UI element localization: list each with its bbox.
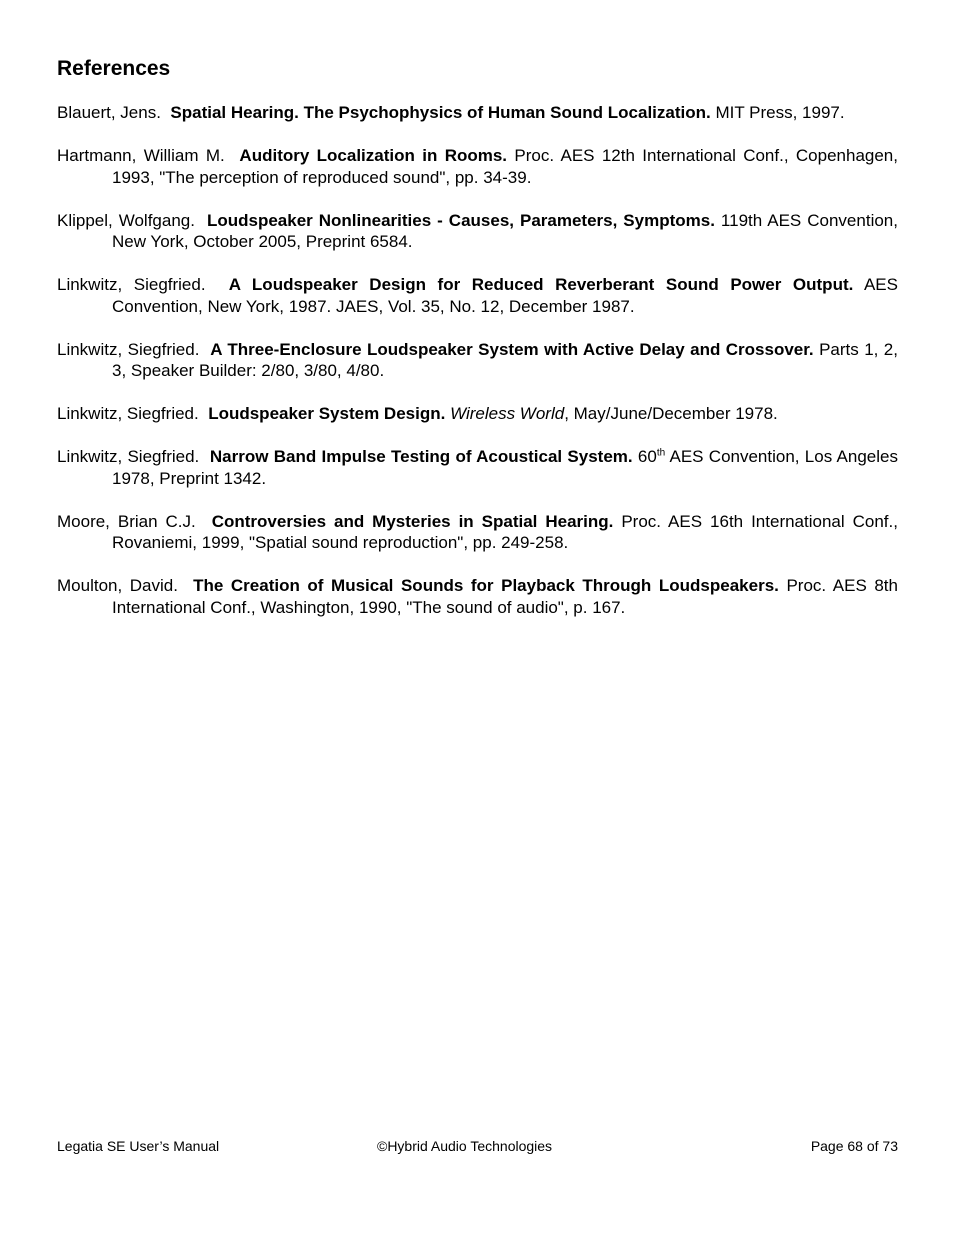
reference-list: [57, 102, 898, 640]
reference-details: AES Convention, New York, 1987. JAES, Vol. 35, No. 12, December 1987.: [112, 275, 898, 316]
reference-author: Blauert, Jens.: [57, 103, 161, 122]
reference-item: [57, 210, 898, 253]
reference-title: A Loudspeaker Design for Reduced Reverberant Sound Power Output.: [228, 275, 854, 294]
footer-copyright: ©Hybrid Audio Technologies: [377, 1138, 553, 1154]
reference-ordinal-suffix: th: [656, 447, 666, 459]
reference-journal: Wireless World: [450, 404, 565, 423]
reference-item: [57, 511, 898, 554]
reference-details: AES Convention, Los Angeles 1978, Preprint 1342.: [112, 447, 898, 488]
reference-author: Hartmann, William M.: [57, 146, 225, 165]
reference-author: Linkwitz, Siegfried.: [57, 275, 206, 294]
reference-details: 119th AES Convention, New York, October 2005, Preprint 6584.: [112, 210, 898, 251]
reference-item: [57, 403, 898, 425]
reference-details: Proc. AES 16th International Conf., Rovaniemi, 1999, "Spatial sound reproduction", pp. 249-258.: [112, 511, 898, 552]
reference-author: Klippel, Wolfgang.: [57, 210, 195, 230]
reference-ordinal: 60: [637, 447, 657, 466]
page-title: References: [57, 57, 171, 80]
reference-title: Spatial Hearing. The Psychophysics of Human Sound Localization.: [170, 103, 711, 122]
reference-author: Linkwitz, Siegfried.: [57, 339, 200, 359]
reference-title: Auditory Localization in Rooms.: [239, 146, 508, 165]
reference-item: [57, 339, 898, 382]
reference-title: A Three-Enclosure Loudspeaker System with Active Delay and Crossover.: [210, 339, 814, 359]
reference-title: Narrow Band Impulse Testing of Acoustical System.: [209, 447, 633, 466]
reference-item: [57, 102, 898, 124]
reference-details: Proc. AES 8th International Conf., Washington, 1990, "The sound of audio", p. 167.: [112, 576, 898, 617]
footer-manual-title: Legatia SE User’s Manual: [57, 1138, 220, 1154]
footer-page-number: Page 68 of 73: [810, 1138, 898, 1154]
reference-details: , May/June/December 1978.: [564, 404, 778, 423]
reference-item: [57, 446, 898, 489]
reference-author: Linkwitz, Siegfried.: [57, 447, 200, 466]
reference-details: Proc. AES 12th International Conf., Copenhagen, 1993, "The perception of reproduced sound", pp. 34-39.: [112, 146, 898, 187]
reference-details: MIT Press, 1997.: [715, 103, 845, 122]
page-footer: [57, 1138, 898, 1156]
reference-title: Loudspeaker Nonlinearities - Causes, Parameters, Symptoms.: [206, 210, 715, 230]
reference-title: The Creation of Musical Sounds for Playback Through Loudspeakers.: [193, 576, 779, 595]
reference-title: Loudspeaker System Design.: [208, 404, 446, 423]
reference-author: Moulton, David.: [57, 576, 178, 595]
reference-author: Linkwitz, Siegfried.: [57, 404, 199, 423]
reference-item: [57, 274, 898, 317]
reference-item: [57, 575, 898, 618]
reference-details: Parts 1, 2, 3, Speaker Builder: 2/80, 3/80, 4/80.: [112, 339, 898, 380]
reference-title: Controversies and Mysteries in Spatial Hearing.: [211, 511, 614, 531]
reference-author: Moore, Brian C.J.: [57, 511, 196, 531]
reference-item: [57, 145, 898, 188]
